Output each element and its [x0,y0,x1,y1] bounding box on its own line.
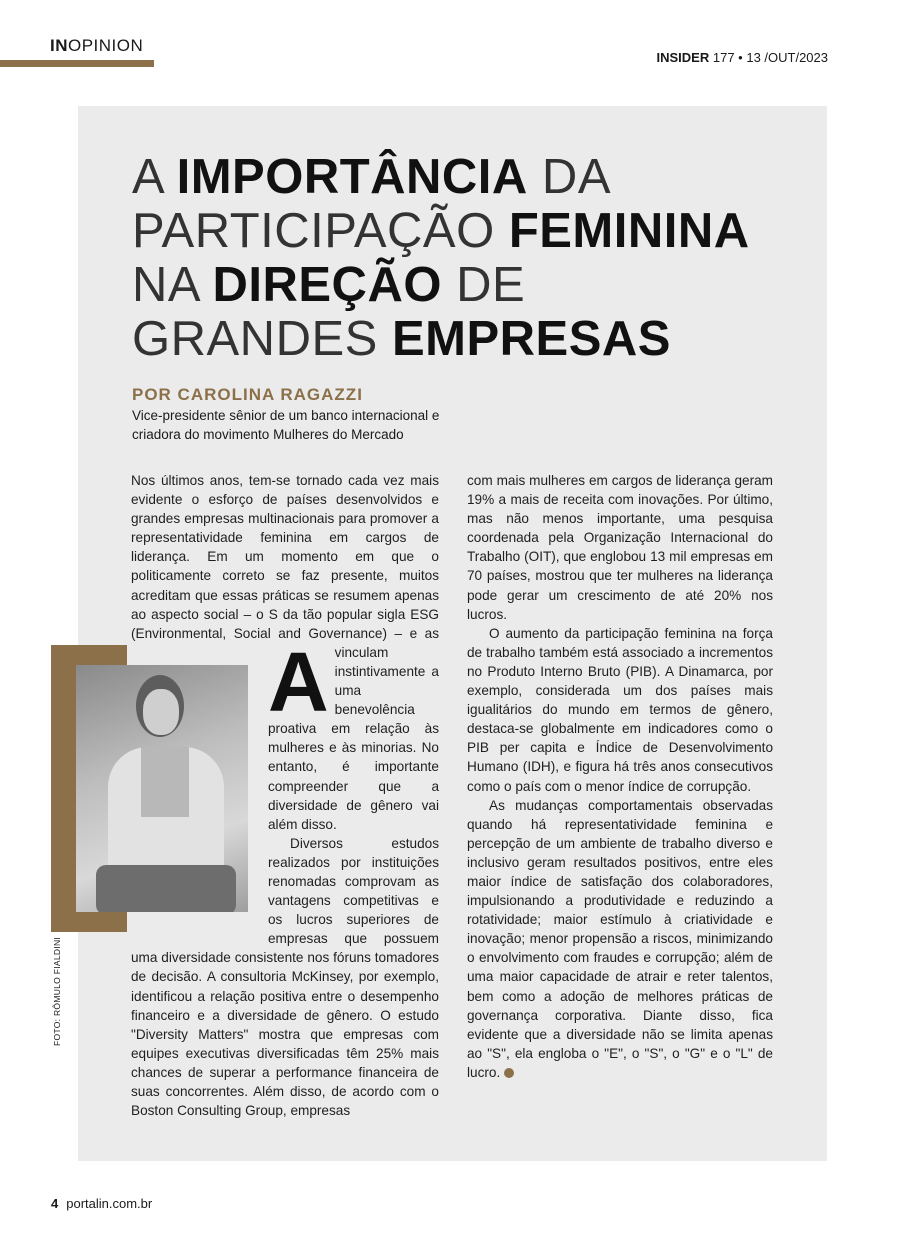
title-word: DIREÇÃO [212,258,442,312]
section-tag-light: OPINION [68,36,144,55]
author-role: Vice-presidente sênior de um banco internacional e criadora do movimento Mulheres do Mercado [132,408,440,442]
paragraph-4: O aumento da participação feminina na força de trabalho também está associado a incrementos no Produto Interno Bruto (PIB). A Dinamarca, por exemplo, considerada um dos países mais igualitários do mundo em termos de gênero, destaca-se globalmente em indicadores como o PIB per capita e Índice de Desenvolvimento Humano (IDH), e figura há três anos consecutivos como o país com o menor índice de corrupção. [467,625,773,794]
title-word: EMPRESAS [391,312,671,366]
paragraph-1-text: Nos últimos anos, tem-se tornado cada vez mais evidente o esforço de países desenvolvidos e grandes empresas multinacionais para promover a representatividade feminina em cargos de liderança. Em um momento em que o politicamente correto se faz presente, muitos acreditam que essas práticas se resumem apenas ao aspecto social – o S da tão popular sigla ESG (Environmental, Social and Governance) – e as vinculam instintivamente a uma benevolência proativa em relação às mulheres e às minorias. No entanto, é importante compreender que a diversidade de gênero vai além disso. [131,473,439,832]
section-tag-bold: IN [50,36,68,55]
title-word: IMPORTÂNCIA [176,150,528,204]
paragraph-5-text: As mudanças comportamentais observadas quando há representatividade feminina e percepção de um ambiente de trabalho diverso e inclusivo geram resultados positivos, entre eles maior índice de satisfação dos colaboradores, impulsionando a produtividade e reduzindo a rotatividade; maior estímulo à criatividade e inovação; menor propensão a riscos, minimizando o envolvimento com fraudes e corrupção; além de uma maior capacidade de atrair e reter talentos, bem como a adoção de melhores práticas de governança corporativa. Diante disso, fica evidente que a diversidade não se limita apenas ao "S", ela engloba o "E", o "S", o "G" e o "L" de lucro. [467,797,773,1080]
title-word: GRANDES [132,312,392,366]
title-word: DE [441,258,526,312]
end-mark-icon [504,1068,514,1078]
title-word: DA [527,150,611,204]
title-word: NA [132,258,213,312]
page-number: 4 [51,1196,59,1211]
paragraph-5 [467,796,773,1082]
title-word: PARTICIPAÇÃO [132,204,509,258]
title-line-1 [132,150,812,204]
site-url: portalin.com.br [66,1196,153,1211]
dropcap: A [268,635,329,729]
title-word: A [132,150,177,204]
section-bar [0,60,154,67]
page-footer [51,1196,152,1211]
issue-info [657,50,828,65]
title-line-4 [132,312,812,366]
title-line-3 [132,258,812,312]
article-column-left [131,471,439,1120]
photo-credit: FOTO: RÔMULO FIALDINI [52,936,62,1046]
issue-brand: INSIDER [656,50,710,65]
title-line-2 [132,204,812,258]
paragraph-2: Diversos estudos realizados por instituições renomadas comprovam as vantagens competitivas e os lucros superiores de empresas que possuem uma diversidade consistente nos fóruns tomadores de decisão. A consultoria McKinsey, por exemplo, identificou a relação positiva entre o desempenho financeiro e a diversidade de gênero. O estudo "Diversity Matters" mostra que empresas com equipes executivas diversificadas têm 25% mais chances de superar a performance financeira de suas concorrentes. Além disso, de acordo com o Boston Consulting Group, empresas [131,835,439,1119]
article-title [132,150,812,366]
article-column-right [467,471,773,1082]
author-name: POR CAROLINA RAGAZZI [132,385,363,404]
issue-details: 177 • 13 /OUT/2023 [712,50,828,65]
paragraph-3: com mais mulheres em cargos de liderança geram 19% a mais de receita com inovações. Por último, mas não menos importante, uma pesquisa coordenada pela Organização Internacional do Trabalho (OIT), que englobou 13 mil empresas em 70 países, mostrou que ter mulheres na liderança pode gerar um crescimento de até 20% nos lucros. [467,473,773,622]
section-tag [50,36,143,56]
photo-wrap [131,645,268,935]
title-word: FEMININA [508,204,750,258]
